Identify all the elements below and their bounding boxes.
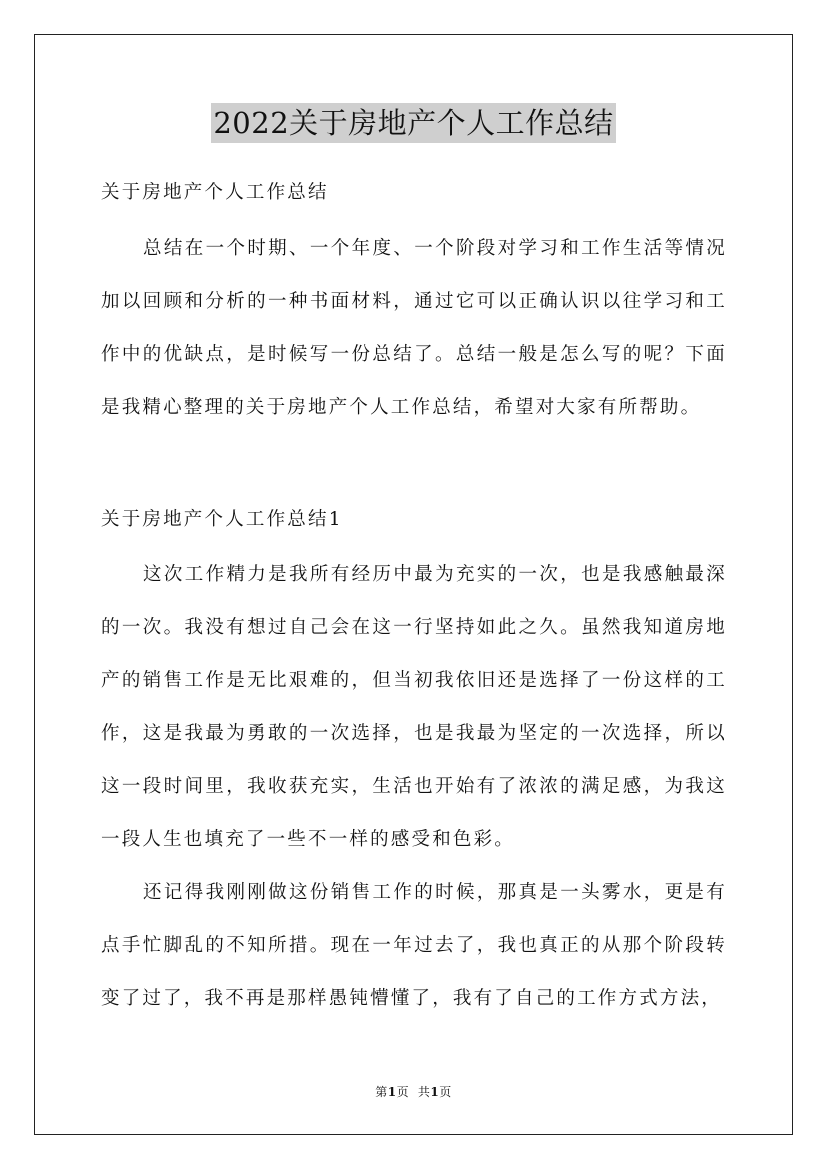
intro-paragraph: 总结在一个时期、一个年度、一个阶段对学习和工作生活等情况加以回顾和分析的一种书面材料，通过它可以正确认识以往学习和工作中的优缺点，是时候写一份总结了。总结一般是怎么写的呢？下面是我精心整理的关于房地产个人工作总结，希望对大家有所帮助。 <box>101 238 727 418</box>
page-number: 1 <box>387 1085 397 1099</box>
title-container <box>0 103 827 143</box>
section-paragraph-2: 还记得我刚刚做这份销售工作的时候，那真是一头雾水，更是有点手忙脚乱的不知所措。现在一年过去了，我也真正的从那个阶段转变了过了，我不再是那样愚钝懵懂了，我有了自己的工作方式方法， <box>101 882 727 1009</box>
document-subtitle: 关于房地产个人工作总结 <box>101 182 329 203</box>
total-prefix: 共 <box>417 1085 431 1099</box>
section-body <box>101 548 727 1025</box>
intro-paragraph-container <box>101 222 727 434</box>
section-paragraph-1: 这次工作精力是我所有经历中最为充实的一次，也是我感触最深的一次。我没有想过自己会在这一行坚持如此之久。虽然我知道房地产的销售工作是无比艰难的，但当初我依旧还是选择了一份这样的工作，这是我最为勇敢的一次选择，也是我最为坚定的一次选择，所以这一段时间里，我收获充实，生活也开始有了浓浓的满足感，为我这一段人生也填充了一些不一样的感受和色彩。 <box>101 564 727 850</box>
page-suffix: 页 <box>396 1085 410 1099</box>
page-prefix: 第 <box>375 1085 388 1099</box>
section-heading: 关于房地产个人工作总结1 <box>101 509 343 530</box>
total-suffix: 页 <box>439 1085 452 1099</box>
document-title: 2022关于房地产个人工作总结 <box>211 103 615 143</box>
total-pages: 1 <box>430 1085 440 1099</box>
page-footer <box>0 1084 827 1100</box>
